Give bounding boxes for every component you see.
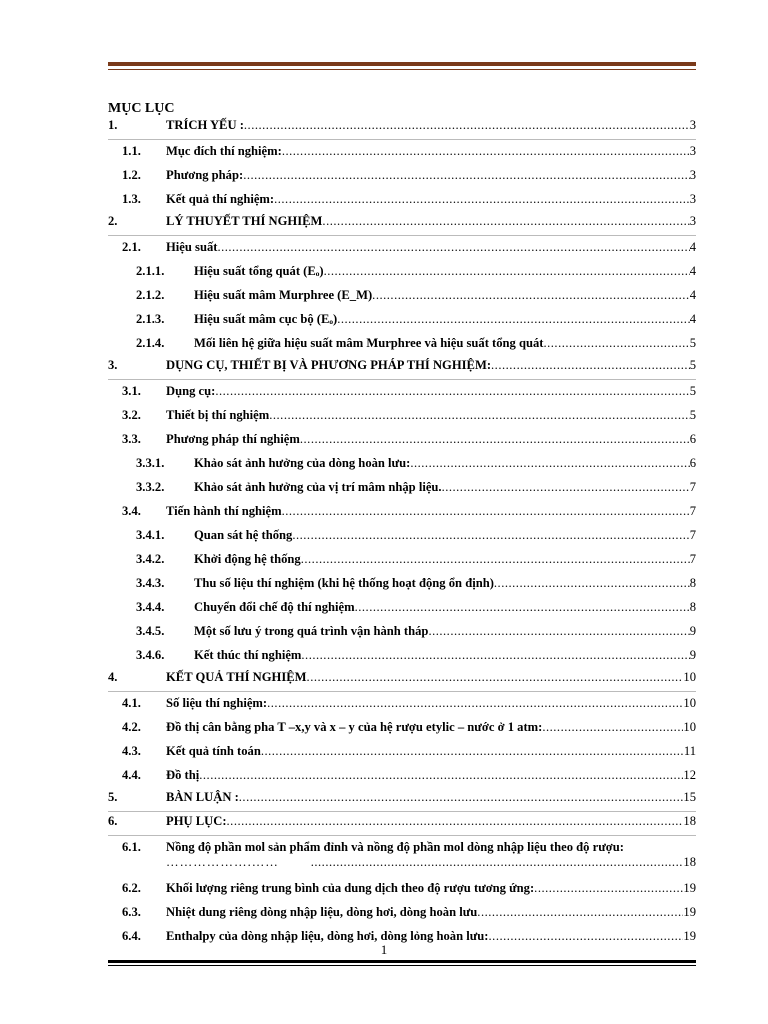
toc-entry-title: Kết quả tính toán	[166, 744, 261, 758]
toc-entry-page: 18	[683, 814, 696, 828]
toc-entry[interactable]	[108, 116, 696, 140]
toc-entry[interactable]	[108, 764, 696, 788]
toc-entry-number: 3.4.2.	[136, 552, 165, 566]
toc-title: MỤC LỤC	[108, 101, 175, 116]
toc-entry-continuation: ……………….……	[166, 855, 279, 869]
toc-entry[interactable]	[108, 452, 696, 476]
toc-entry-page: 3	[689, 168, 696, 182]
toc-entry[interactable]	[108, 692, 696, 716]
toc-entry[interactable]	[108, 212, 696, 236]
toc-entry-number: 3.1.	[122, 384, 141, 398]
header-rule-thick	[108, 62, 696, 66]
toc-entry-page: 9	[689, 624, 696, 638]
toc-entry-page: 8	[689, 600, 696, 614]
toc-entry-title: Đồ thị cân bằng pha T –x,y và x – y của hệ rượu etylic – nước ở 1 atm:	[166, 720, 543, 734]
toc-entry-title: Khối lượng riêng trung bình của dung dịch theo độ rượu tương ứng:	[166, 881, 535, 895]
toc-entry-number: 6.	[108, 814, 118, 828]
toc-entry-title: Khảo sát ảnh hưởng của vị trí mâm nhập liệu.	[194, 480, 442, 494]
toc-entry[interactable]	[108, 188, 696, 212]
toc-entry-title: Tiến hành thí nghiệm	[166, 504, 282, 518]
toc-entry-page: 7	[689, 480, 696, 494]
toc-entry-title: Kết thúc thí nghiệm	[194, 648, 302, 662]
toc-entry-title: KẾT QUẢ THÍ NGHIỆM	[166, 670, 307, 684]
toc-entry-number: 3.4.6.	[136, 648, 165, 662]
toc-entry[interactable]	[108, 380, 696, 404]
toc-entry-title: LÝ THUYẾT THÍ NGHIỆM	[166, 214, 323, 228]
toc-entry-number: 4.	[108, 670, 118, 684]
toc-entry-page: 10	[683, 670, 696, 684]
toc-entry[interactable]	[108, 788, 696, 812]
toc-entry-number: 3.3.	[122, 432, 141, 446]
toc-entry-number: 6.3.	[122, 905, 141, 919]
toc-dot-leader	[199, 768, 683, 783]
toc-entry[interactable]	[108, 716, 696, 740]
toc-entry-page: 3	[689, 214, 696, 228]
toc-entry[interactable]	[108, 140, 696, 164]
toc-dot-leader	[543, 336, 689, 351]
toc-dot-leader	[410, 456, 689, 471]
toc-dot-leader	[301, 648, 689, 663]
toc-entry-number: 4.3.	[122, 744, 141, 758]
toc-entry-title: Hiệu suất tổng quát (Eₒ)	[194, 264, 324, 278]
toc-entry[interactable]	[108, 668, 696, 692]
toc-entry-title: Khảo sát ảnh hưởng của dòng hoàn lưu:	[194, 456, 411, 470]
toc-dot-leader	[243, 168, 690, 183]
toc-entry-page: 19	[683, 881, 696, 895]
toc-entry-number: 1.3.	[122, 192, 141, 206]
toc-entry-number: 2.1.2.	[136, 288, 165, 302]
toc-entry-page: 19	[683, 905, 696, 919]
toc-dot-leader	[301, 552, 690, 567]
toc-entry[interactable]	[108, 428, 696, 452]
toc-entry[interactable]	[108, 260, 696, 284]
toc-entry[interactable]	[108, 236, 696, 260]
toc-dot-leader	[542, 720, 683, 735]
toc-dot-leader	[269, 408, 689, 423]
toc-entry-title: Đồ thị	[166, 768, 200, 782]
toc-entry-title: Hiệu suất	[166, 240, 218, 254]
toc-entry-title: Kết quả thí nghiệm:	[166, 192, 275, 206]
toc-entry-title: BÀN LUẬN :	[166, 790, 239, 804]
toc-entry-title: Chuyển đổi chế độ thí nghiệm	[194, 600, 355, 614]
toc-entry-title: Dụng cụ:	[166, 384, 216, 398]
toc-entry-number: 6.2.	[122, 881, 141, 895]
header-rule-thin	[108, 69, 696, 70]
toc-dot-leader	[292, 528, 689, 543]
toc-entry-number: 1.	[108, 118, 118, 132]
toc-entry-number: 2.1.4.	[136, 336, 165, 350]
toc-dot-leader	[244, 118, 690, 133]
toc-entry-number: 3.4.3.	[136, 576, 165, 590]
toc-entry-title: Số liệu thí nghiệm:	[166, 696, 268, 710]
toc-entry-title: Phương pháp:	[166, 168, 244, 182]
toc-entry-title: Hiệu suất mâm cục bộ (Eₒ)	[194, 312, 338, 326]
toc-entry-page: 4	[689, 240, 696, 254]
toc-dot-leader	[300, 432, 690, 447]
toc-entry-page: 6	[689, 456, 696, 470]
toc-entry-page: 18	[683, 855, 696, 869]
toc-entry[interactable]	[108, 332, 696, 356]
toc-entry-number: 3.4.1.	[136, 528, 165, 542]
toc-entry-page: 3	[689, 118, 696, 132]
toc-dot-leader	[307, 670, 684, 685]
toc-entry-number: 2.	[108, 214, 118, 228]
toc-entry-number: 5.	[108, 790, 118, 804]
toc-entry[interactable]	[108, 404, 696, 428]
toc-entry[interactable]	[108, 836, 696, 877]
toc-entry-number: 1.2.	[122, 168, 141, 182]
toc-entry-title: Nhiệt dung riêng dòng nhập liệu, dòng hơi, dòng hoàn lưu	[166, 905, 478, 919]
toc-entry[interactable]	[108, 572, 696, 596]
toc-entry-number: 2.1.3.	[136, 312, 165, 326]
toc-entry-page: 4	[689, 312, 696, 326]
toc-entry-number: 4.4.	[122, 768, 141, 782]
toc-entry-title: Thu số liệu thí nghiệm (khi hệ thống hoạt động ổn định)	[194, 576, 494, 590]
toc-entry-number: 3.4.4.	[136, 600, 165, 614]
toc-entry-title: Mục đích thí nghiệm:	[166, 144, 282, 158]
toc-entry-page: 11	[683, 744, 696, 758]
toc-entry-page: 5	[689, 384, 696, 398]
toc-dot-leader	[311, 855, 684, 870]
toc-entry-page: 3	[689, 144, 696, 158]
toc-entry-number: 6.1.	[122, 840, 141, 854]
toc-entry-title: Một số lưu ý trong quá trình vận hành tháp	[194, 624, 429, 638]
toc-dot-leader	[337, 312, 690, 327]
toc-entry-page: 5	[689, 408, 696, 422]
toc-entry[interactable]	[108, 740, 696, 764]
toc-entry-title: Enthalpy của dòng nhập liệu, dòng hơi, dòng lỏng hoàn lưu:	[166, 929, 489, 943]
toc-entry-page: 4	[689, 288, 696, 302]
toc-entry-number: 3.3.1.	[136, 456, 165, 470]
table-of-contents	[108, 116, 696, 949]
toc-entry[interactable]	[108, 877, 696, 901]
toc-entry-title: Phương pháp thí nghiệm	[166, 432, 300, 446]
toc-dot-leader	[217, 240, 689, 255]
toc-dot-leader	[355, 600, 690, 615]
toc-dot-leader	[477, 905, 683, 920]
toc-entry-page: 5	[689, 336, 696, 350]
toc-entry-page: 9	[689, 648, 696, 662]
toc-entry-title: Thiết bị thí nghiệm	[166, 408, 270, 422]
toc-dot-leader	[261, 744, 684, 759]
toc-entry[interactable]	[108, 812, 696, 836]
toc-dot-leader	[282, 144, 690, 159]
toc-entry-title: TRÍCH YẾU :	[166, 118, 244, 132]
toc-entry[interactable]	[108, 620, 696, 644]
toc-entry[interactable]	[108, 901, 696, 925]
toc-entry-title: Mối liên hệ giữa hiệu suất mâm Murphree và hiệu suất tổng quát	[194, 336, 544, 350]
toc-entry-page: 10	[683, 696, 696, 710]
toc-dot-leader	[239, 790, 684, 805]
toc-dot-leader	[372, 288, 690, 303]
toc-entry-number: 3.3.2.	[136, 480, 165, 494]
toc-entry-page: 4	[689, 264, 696, 278]
toc-entry-page: 8	[689, 576, 696, 590]
toc-entry-number: 4.2.	[122, 720, 141, 734]
toc-entry-number: 3.4.5.	[136, 624, 165, 638]
toc-dot-leader	[267, 696, 683, 711]
toc-entry-number: 4.1.	[122, 696, 141, 710]
toc-entry-page: 12	[683, 768, 696, 782]
toc-dot-leader	[442, 480, 690, 495]
toc-entry[interactable]	[108, 524, 696, 548]
toc-entry-number: 1.1.	[122, 144, 141, 158]
page-number: 1	[380, 942, 388, 957]
toc-entry-page: 7	[689, 504, 696, 518]
toc-entry-title: Hiệu suất mâm Murphree (E_M)	[194, 288, 373, 302]
toc-entry-page: 10	[683, 720, 696, 734]
toc-entry-page: 7	[689, 552, 696, 566]
toc-dot-leader	[215, 384, 689, 399]
toc-entry[interactable]	[108, 644, 696, 668]
toc-entry[interactable]	[108, 284, 696, 308]
toc-entry-title: Khởi động hệ thống	[194, 552, 301, 566]
toc-entry-page: 15	[683, 790, 696, 804]
toc-entry-page: 7	[689, 528, 696, 542]
toc-entry[interactable]	[108, 164, 696, 188]
toc-entry-number: 3.4.	[122, 504, 141, 518]
toc-entry-page: 5	[689, 358, 696, 372]
toc-entry-number: 2.1.	[122, 240, 141, 254]
toc-dot-leader	[324, 264, 690, 279]
toc-entry-number: 2.1.1.	[136, 264, 165, 278]
toc-entry-title: Nồng độ phần mol sản phẩm đỉnh và nồng độ phần mol dòng nhập liệu theo độ rượu:	[166, 840, 624, 854]
toc-dot-leader	[227, 814, 684, 829]
toc-entry[interactable]	[108, 500, 696, 524]
toc-dot-leader	[534, 881, 683, 896]
toc-entry-page: 19	[683, 929, 696, 943]
toc-dot-leader	[322, 214, 689, 229]
toc-entry-number: 6.4.	[122, 929, 141, 943]
toc-entry-number: 3.	[108, 358, 118, 372]
toc-entry[interactable]	[108, 308, 696, 332]
toc-entry-page: 3	[689, 192, 696, 206]
toc-entry[interactable]	[108, 476, 696, 500]
toc-dot-leader	[491, 358, 690, 373]
toc-dot-leader	[428, 624, 689, 639]
toc-entry-title: DỤNG CỤ, THIẾT BỊ VÀ PHƯƠNG PHÁP THÍ NGHIỆM:	[166, 358, 492, 372]
toc-entry[interactable]	[108, 548, 696, 572]
footer-rule-thin	[108, 965, 696, 966]
toc-entry[interactable]	[108, 356, 696, 380]
toc-entry-title: PHỤ LỤC:	[166, 814, 227, 828]
toc-dot-leader	[494, 576, 690, 591]
toc-entry-title: Quan sát hệ thống	[194, 528, 293, 542]
toc-dot-leader	[282, 504, 690, 519]
footer-rule-thick	[108, 960, 696, 963]
toc-dot-leader	[274, 192, 690, 207]
toc-entry-number: 3.2.	[122, 408, 141, 422]
toc-entry[interactable]	[108, 596, 696, 620]
toc-entry-page: 6	[689, 432, 696, 446]
